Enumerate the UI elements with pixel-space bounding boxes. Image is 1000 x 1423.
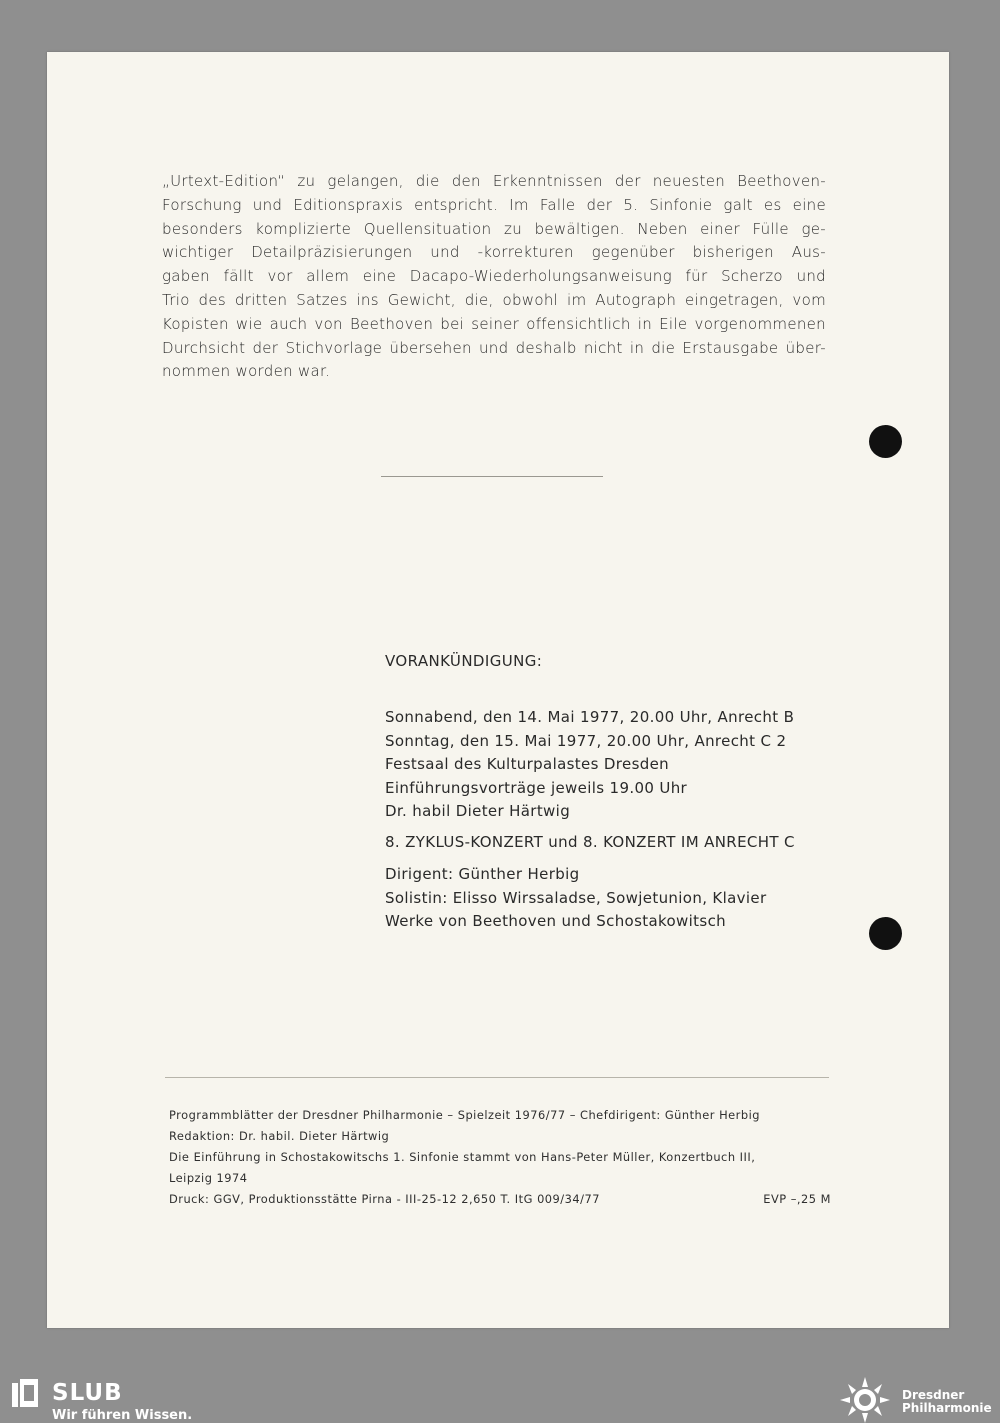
punch-hole bbox=[869, 917, 902, 950]
philharmonie-name bbox=[902, 1389, 992, 1415]
slub-logo-icon bbox=[12, 1377, 40, 1409]
article-line: besonders komplizierte Quellensituation zu bewältigen. Neben einer Fülle ge- bbox=[162, 219, 826, 238]
document-page bbox=[47, 52, 949, 1328]
concert-details bbox=[385, 863, 767, 934]
philharmonie-branding bbox=[838, 1375, 998, 1423]
colophon-divider bbox=[165, 1077, 829, 1078]
program-line: Werke von Beethoven und Schostakowitsch bbox=[385, 912, 727, 930]
punch-hole bbox=[869, 425, 902, 458]
article-line: Durchsicht der Stichvorlage übersehen und deshalb nicht in die Erstausgabe über- bbox=[162, 338, 826, 357]
slub-branding bbox=[12, 1375, 312, 1423]
announcement-heading: VORANKÜNDIGUNG: bbox=[385, 652, 543, 670]
article-line: Forschung und Editionspraxis entspricht. Im Falle der 5. Sinfonie galt es eine bbox=[162, 195, 826, 214]
article-line: „Urtext-Edition“ zu gelangen, die den Erkenntnissen der neuesten Beethoven- bbox=[162, 172, 826, 190]
conductor-line: Dirigent: Günther Herbig bbox=[385, 865, 580, 883]
date-line: Sonnabend, den 14. Mai 1977, 20.00 Uhr, Anrecht B bbox=[385, 708, 795, 726]
article-paragraph bbox=[162, 170, 826, 384]
date-line: Sonntag, den 15. Mai 1977, 20.00 Uhr, Anrecht C 2 bbox=[385, 731, 787, 750]
colophon-print-row bbox=[169, 1189, 831, 1210]
dresdner-philharmonie-logo-icon bbox=[840, 1377, 890, 1423]
article-line: nommen worden war. bbox=[162, 362, 331, 381]
venue-line: Festsaal des Kulturpalastes Dresden bbox=[385, 755, 670, 773]
article-line: wichtiger Detailpräzisierungen und -korrekturen gegenüber bisherigen Aus- bbox=[162, 243, 826, 262]
concert-title: 8. ZYKLUS-KONZERT und 8. KONZERT IM ANRECHT C bbox=[385, 833, 795, 851]
article-line: Kopisten wie auch von Beethoven bei seiner offensichtlich in Eile vorgenommenen bbox=[162, 314, 826, 333]
section-divider bbox=[381, 476, 603, 477]
colophon-line: Programmblätter der Dresdner Philharmonie – Spielzeit 1976/77 – Chefdirigent: Günther Herbig bbox=[169, 1108, 760, 1122]
lecturer-line: Dr. habil Dieter Härtwig bbox=[385, 802, 571, 820]
colophon bbox=[169, 1105, 831, 1210]
article-line: Trio des dritten Satzes ins Gewicht, die, obwohl im Autograph eingetragen, vom bbox=[162, 290, 826, 309]
colophon-line: Leipzig 1974 bbox=[169, 1171, 248, 1185]
philharmonie-name-line2: Philharmonie bbox=[902, 1401, 992, 1415]
concert-title-block bbox=[385, 831, 795, 855]
soloist-line: Solistin: Elisso Wirssaladse, Sowjetunion, Klavier bbox=[385, 888, 767, 907]
colophon-line: Die Einführung in Schostakowitschs 1. Sinfonie stammt von Hans-Peter Müller, Konzertbuch III, bbox=[169, 1150, 756, 1164]
announcement-dates bbox=[385, 706, 794, 824]
colophon-line: Redaktion: Dr. habil. Dieter Härtwig bbox=[169, 1129, 390, 1143]
lecture-line: Einführungsvorträge jeweils 19.00 Uhr bbox=[385, 778, 688, 797]
slub-tagline: Wir führen Wissen. bbox=[52, 1408, 193, 1423]
print-info: Druck: GGV, Produktionsstätte Pirna - III-25-12 2,650 T. ItG 009/34/77 bbox=[169, 1192, 600, 1206]
price-label: EVP –,25 M bbox=[763, 1192, 831, 1206]
slub-name: SLUB bbox=[52, 1380, 123, 1406]
article-line: gaben fällt vor allem eine Dacapo-Wiederholungsanweisung für Scherzo und bbox=[162, 267, 826, 286]
philharmonie-name-line1: Dresdner bbox=[902, 1388, 965, 1402]
